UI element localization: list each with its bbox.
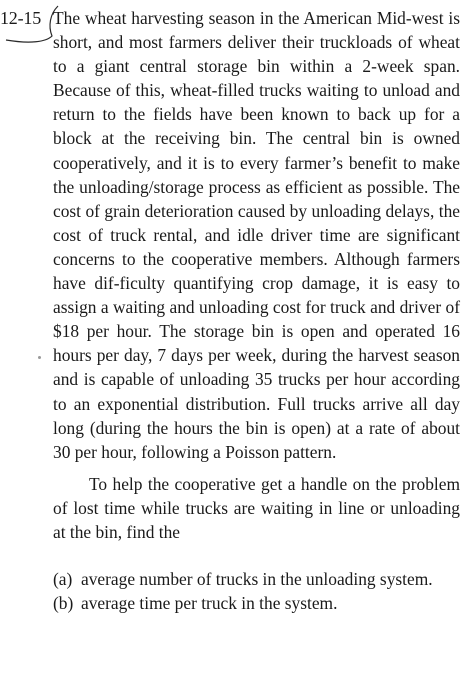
problem-paragraph-2: To help the cooperative get a handle on the problem of lost time while trucks are waiting in line or unloading at the bin, find the bbox=[53, 473, 460, 542]
part-text: average number of trucks in the unloading system. bbox=[81, 569, 433, 589]
part-label: (a) bbox=[53, 569, 73, 589]
problem-parts-list bbox=[53, 567, 463, 615]
problem-number: 12-15 bbox=[0, 8, 41, 28]
problem-part-a bbox=[53, 567, 463, 591]
problem-paragraph-1: The wheat harvesting season in the American Mid-west is short, and most farmers deliver their truckloads of wheat to a giant central storage bin within a 2-week span. Because of this, wheat-filled trucks waiting to unload and return to the fields have been known to back up for a block at the receiving bin. The central bin is owned cooperatively, and it is to every farmer’s benefit to make the unloading/storage process as efficient as possible. The cost of grain deterioration caused by unloading delays, the cost of truck rental, and idle driver time are significant concerns to the cooperative members. Although farmers have dif-ficulty quantifying crop damage, it is easy to assign a waiting and unloading cost for truck and driver of $18 per hour. The storage bin is open and operated 16 hours per day, 7 days per week, during the harvest season and is capable of unloading 35 trucks per hour according to an exponential distribution. Full trucks arrive all day long (during the hours the bin is open) at a rate of about 30 per hour, following a Poisson pattern. bbox=[53, 8, 460, 462]
problem-text bbox=[53, 6, 460, 544]
margin-dot bbox=[38, 356, 41, 359]
part-label: (b) bbox=[53, 593, 74, 614]
problem-part-b bbox=[53, 591, 463, 615]
part-text: average time per truck in the system. bbox=[81, 593, 338, 614]
